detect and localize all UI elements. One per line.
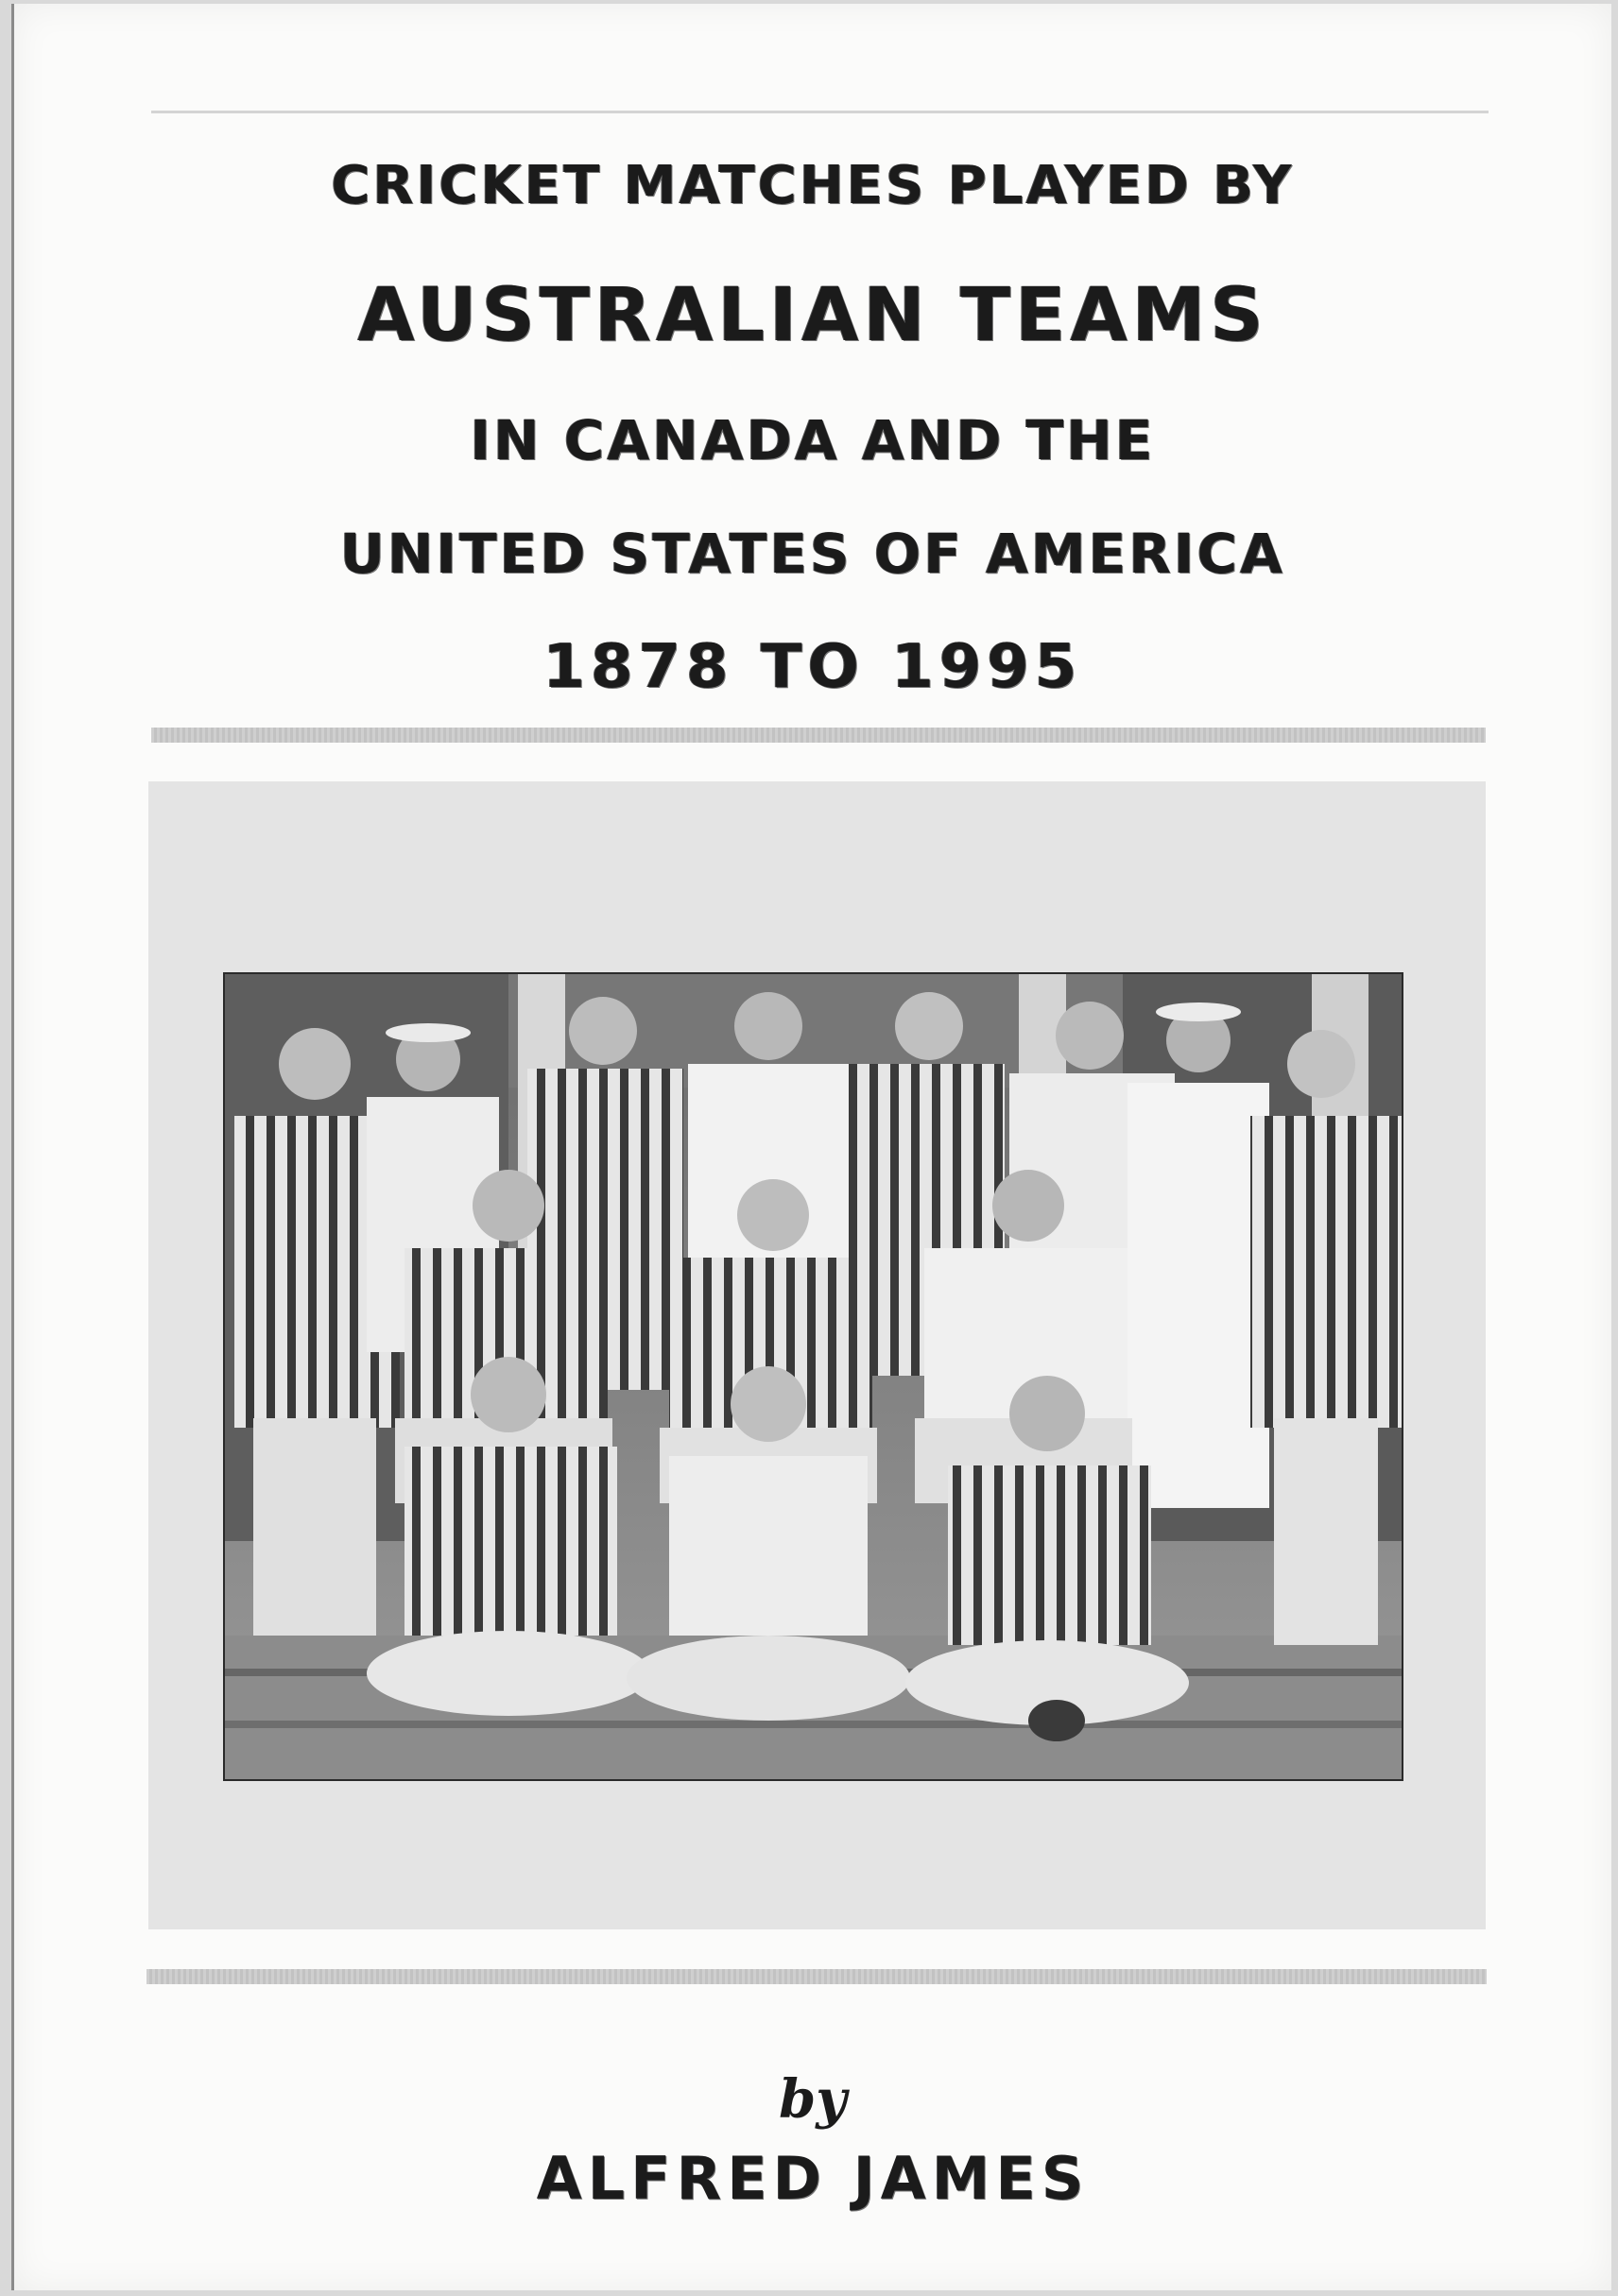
team-photograph [223,972,1403,1781]
title-line-5: 1878 TO 1995 [542,632,1083,702]
lower-band-rule [146,1969,1487,1984]
front-row [367,1357,1189,1741]
title-line-3: IN CANADA AND THE [470,408,1156,472]
author-name: ALFRED JAMES [536,2144,1090,2213]
top-rule [151,111,1489,113]
title-line-4: UNITED STATES OF AMERICA [339,522,1286,586]
team-photo-illustration [225,974,1402,1779]
title-line-2: AUSTRALIAN TEAMS [357,273,1268,358]
title-line-1: CRICKET MATCHES PLAYED BY [331,155,1295,216]
photo-panel [148,781,1486,1929]
book-cover [11,4,1611,2290]
upper-band-rule [151,728,1486,743]
byline: by [779,2068,847,2131]
